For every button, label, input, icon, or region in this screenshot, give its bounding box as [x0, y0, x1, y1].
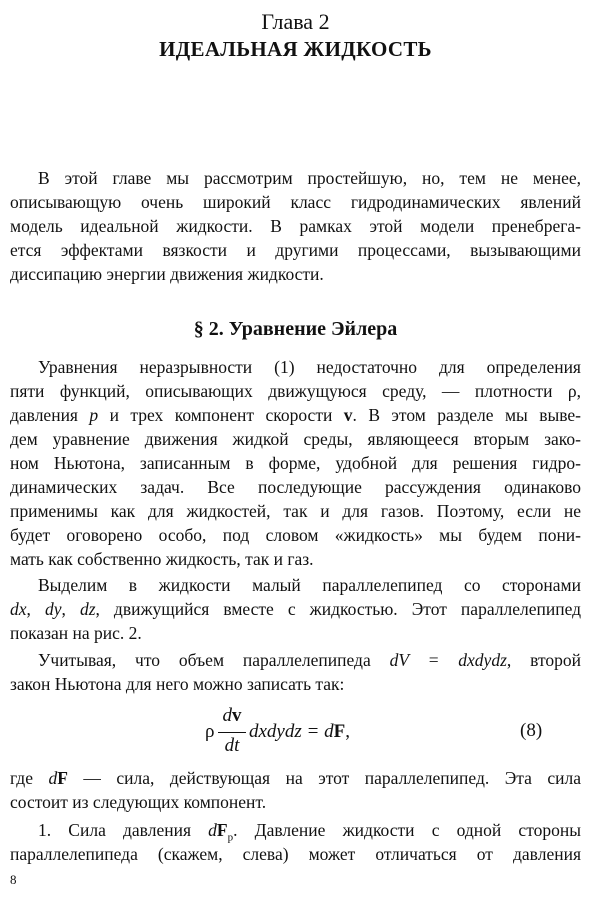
para2-line-3: показан на рис. 2. [10, 623, 142, 643]
equation-number: (8) [520, 720, 543, 741]
section-title: § 2. Уравнение Эйлера [193, 318, 398, 340]
para1-line-1: Уравнения неразрывности (1) недостаточно для определения [38, 357, 581, 377]
para3-line-1: Учитывая, что объем параллелепипеда dV = dxdydz, второй [38, 650, 581, 670]
formula-rho: ρ [205, 721, 215, 742]
para4-line-2: состоит из следующих компонент. [10, 792, 267, 812]
para1-line-4: дем уравнение движения жидкой среды, являющееся вторым зако- [10, 429, 581, 449]
formula-denominator: dt [224, 735, 240, 756]
para5-line-1: 1. Сила давления $dF_p$. Давление жидкости с одной стороны [38, 820, 581, 844]
intro-line-2: описывающую очень широкий класс гидродинамических явлений [10, 192, 581, 212]
para1-line-3: давления p и трех компонент скорости v. В этом разделе мы выве- [10, 405, 581, 425]
para2-line-1: Выделим в жидкости малый параллелепипед со сторонами [38, 575, 581, 595]
intro-line-1: В этой главе мы рассмотрим простейшую, но, тем не менее, [38, 168, 581, 188]
para1-line-9: мать как собственно жидкость, так и газ. [10, 549, 314, 569]
formula-rest: dxdydz = dF, [249, 721, 350, 742]
chapter-number: Глава 2 [261, 9, 330, 34]
page-number: 8 [10, 872, 17, 887]
chapter-title: ИДЕАЛЬНАЯ ЖИДКОСТЬ [159, 37, 432, 61]
para4-line-1: где dF — сила, действующая на этот параллелепипед. Эта сила [10, 768, 581, 788]
para1-line-6: динамических задач. Все последующие рассуждения одинаково [10, 477, 581, 497]
para1-line-2: пяти функций, описывающих движущуюся среду, — плотности ρ, [10, 381, 581, 401]
para1-line-5: ном Ньютона, записанным в форме, удобной для решения гидро- [10, 453, 581, 473]
intro-line-3: модель идеальной жидкости. В рамках этой модели пренебрега- [10, 216, 581, 236]
para5-line-2: параллелепипеда (скажем, слева) может отличаться от давления [10, 844, 581, 864]
para1-line-8: будет оговорено особо, под словом «жидкость» мы будем пони- [10, 525, 581, 545]
intro-line-5: диссипацию энергии движения жидкости. [10, 264, 324, 284]
formula-numerator: dv [222, 705, 242, 726]
intro-line-4: ется эффектами вязкости и другими процессами, вызывающими [10, 240, 581, 260]
para3-line-2: закон Ньютона для него можно записать так: [10, 674, 345, 694]
fraction-bar [218, 732, 246, 733]
para1-line-7: применимы как для жидкостей, так и для газов. Поэтому, если не [10, 501, 581, 521]
para2-line-2: dx, dy, dz, движущийся вместе с жидкостью. Этот параллелепипед [10, 599, 582, 619]
